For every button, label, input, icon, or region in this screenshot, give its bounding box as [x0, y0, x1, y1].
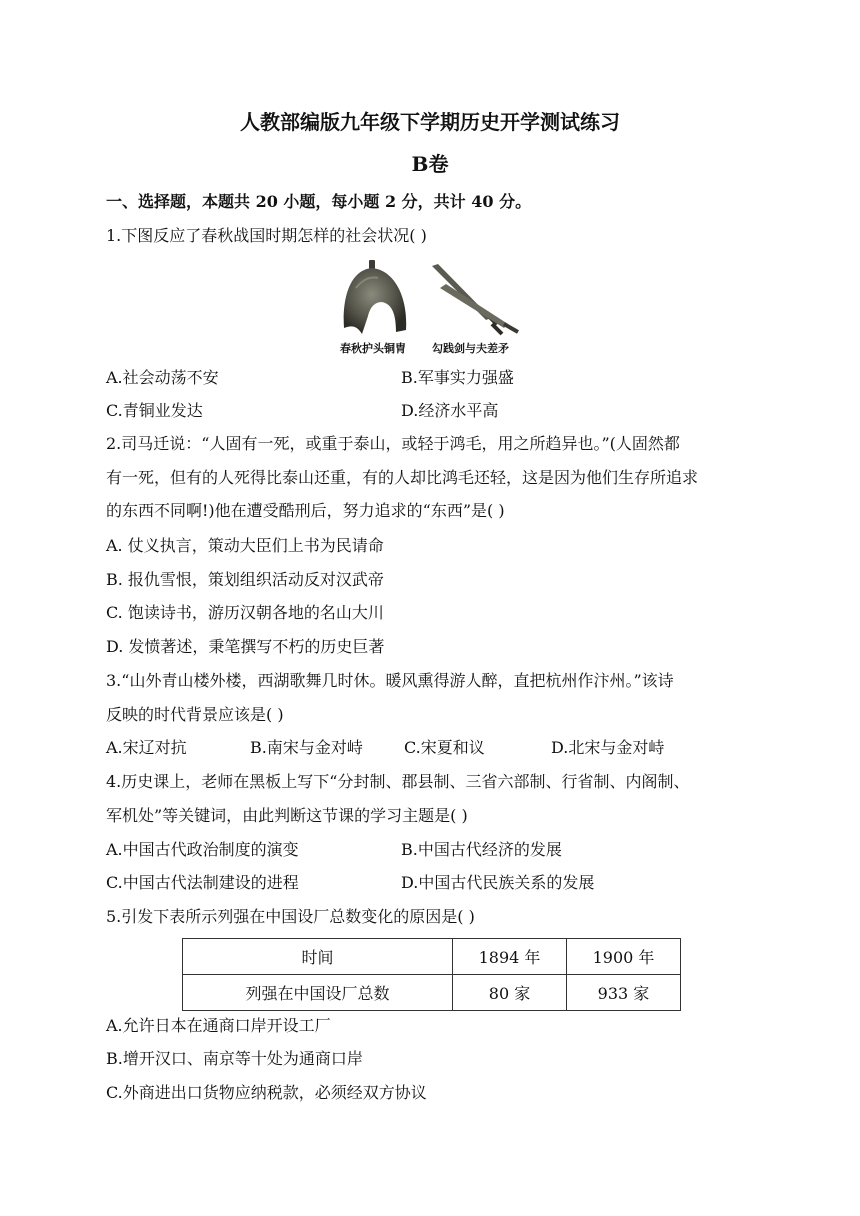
- helmet-icon: [344, 260, 406, 334]
- question-4-line-2: 军机处”等关键词，由此判断这节课的学习主题是( ): [106, 806, 468, 825]
- table-cell: 列强在中国设厂总数: [183, 975, 453, 1011]
- question-2-line-1: 2.司马迁说：“人固有一死，或重于泰山，或轻于鸿毛，用之所趋异也。”(人固然都: [106, 434, 680, 453]
- q2-option-b: B. 报仇雪恨，策划组织活动反对汉武帝: [106, 570, 384, 589]
- q5-option-b: B.增开汉口、南京等十处为通商口岸: [106, 1049, 363, 1068]
- q4-option-c: C.中国古代法制建设的进程: [106, 873, 299, 892]
- question-3-line-2: 反映的时代背景应该是( ): [106, 705, 284, 724]
- question-4-line-1: 4.历史课上，老师在黑板上写下“分封制、郡县制、三省六部制、行省制、内阁制、: [106, 772, 690, 791]
- q4-option-a: A.中国古代政治制度的演变: [106, 840, 299, 859]
- table-cell: 933 家: [567, 975, 681, 1011]
- table-cell: 80 家: [453, 975, 567, 1011]
- question-3-line-1: 3.“山外青山楼外楼，西湖歌舞几时休。暖风熏得游人醉，直把杭州作汴州。”该诗: [106, 671, 674, 690]
- q5-option-c: C.外商进出口货物应纳税款，必须经双方协议: [106, 1083, 427, 1102]
- table-header-cell: 1900 年: [567, 939, 681, 975]
- q1-option-a: A.社会动荡不安: [106, 368, 219, 387]
- q3-option-b: B.南宋与金对峙: [250, 738, 363, 757]
- page-title: 人教部编版九年级下学期历史开学测试练习: [240, 110, 620, 134]
- question-1-stem: 1.下图反应了春秋战国时期怎样的社会状况( ): [106, 226, 427, 245]
- q4-option-b: B.中国古代经济的发展: [401, 840, 562, 859]
- sword-and-spear-icon: [432, 264, 518, 334]
- q4-option-d: D.中国古代民族关系的发展: [401, 873, 595, 892]
- factory-count-table: [182, 938, 681, 1011]
- table-row: [183, 975, 681, 1011]
- q2-option-c: C. 饱读诗书，游历汉朝各地的名山大川: [106, 603, 384, 622]
- table-header-cell: 1894 年: [453, 939, 567, 975]
- q3-option-c: C.宋夏和议: [404, 738, 485, 757]
- question-2-line-3: 的东西不同啊!)他在遭受酷刑后，努力追求的“东西”是( ): [106, 501, 505, 520]
- page-subtitle: B卷: [411, 152, 449, 176]
- question-2-line-2: 有一死，但有的人死得比泰山还重，有的人却比鸿毛还轻，这是因为他们生存所追求: [106, 468, 699, 487]
- q2-option-d: D. 发愤著述，秉笔撰写不朽的历史巨著: [106, 637, 385, 656]
- question-5-stem: 5.引发下表所示列强在中国设厂总数变化的原因是( ): [106, 907, 475, 926]
- q5-option-a: A.允许日本在通商口岸开设工厂: [106, 1016, 331, 1035]
- q1-option-d: D.经济水平高: [401, 401, 499, 420]
- table-header-cell: 时间: [183, 939, 453, 975]
- table-header-row: [183, 939, 681, 975]
- section-heading: 一、选择题，本题共 20 小题，每小题 2 分，共计 40 分。: [106, 192, 532, 211]
- q3-option-a: A.宋辽对抗: [106, 738, 187, 757]
- q3-option-d: D.北宋与金对峙: [551, 738, 665, 757]
- q1-option-b: B.军事实力强盛: [401, 368, 514, 387]
- figure-caption-sword: 勾践剑与夫差矛: [432, 342, 509, 355]
- q2-option-a: A. 仗义执言，策动大臣们上书为民请命: [106, 536, 384, 555]
- question-1-figure: [336, 258, 536, 358]
- figure-caption-helmet: 春秋护头铜胄: [340, 342, 406, 355]
- q1-option-c: C.青铜业发达: [106, 401, 203, 420]
